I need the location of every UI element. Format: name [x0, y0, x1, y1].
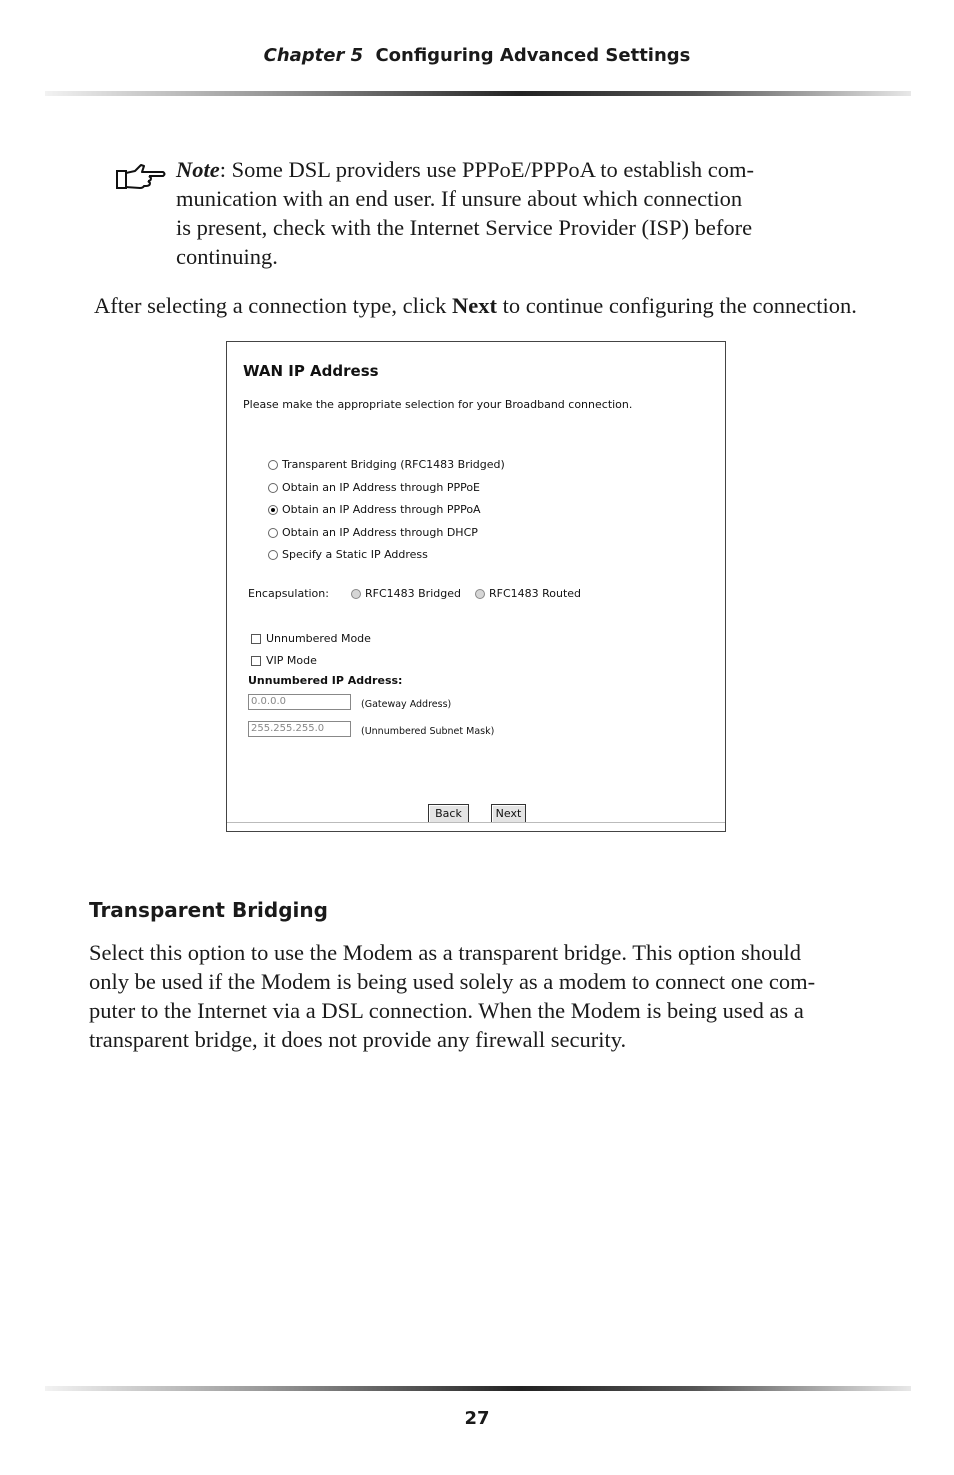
- gateway-hint: (Gateway Address): [361, 698, 452, 710]
- checkbox-icon[interactable]: [251, 634, 261, 644]
- option-dhcp[interactable]: [268, 526, 478, 539]
- radio-icon[interactable]: [268, 528, 278, 538]
- unnumbered-mode-checkbox[interactable]: [251, 632, 371, 645]
- option-label: Obtain an IP Address through PPPoE: [282, 481, 481, 494]
- back-button[interactable]: Back: [428, 804, 469, 823]
- option-pppoe[interactable]: [268, 481, 480, 494]
- gateway-address-input[interactable]: 0.0.0.0: [248, 694, 351, 710]
- intro-text: After selecting a connection type, click: [94, 293, 452, 318]
- note-label: Note: [176, 157, 220, 182]
- option-static-ip[interactable]: [268, 548, 428, 561]
- radio-icon[interactable]: [351, 589, 361, 599]
- section-paragraph: [89, 938, 815, 1054]
- option-label: Transparent Bridging (RFC1483 Bridged): [282, 458, 505, 471]
- radio-icon[interactable]: [268, 550, 278, 560]
- checkbox-icon[interactable]: [251, 656, 261, 666]
- radio-icon[interactable]: [475, 589, 485, 599]
- footer-rule: [45, 1386, 911, 1391]
- note-line: is present, check with the Internet Service Provider (ISP) before: [176, 215, 753, 240]
- frame-divider: [227, 822, 725, 823]
- subnet-hint: (Unnumbered Subnet Mask): [361, 725, 495, 737]
- wan-ip-screenshot: [226, 341, 726, 832]
- checkbox-label: VIP Mode: [266, 654, 317, 667]
- next-button[interactable]: Next: [491, 804, 526, 823]
- option-transparent-bridging[interactable]: [268, 458, 505, 471]
- encapsulation-option-label: RFC1483 Routed: [488, 587, 582, 600]
- encapsulation-bridged[interactable]: [351, 587, 461, 600]
- unnumbered-ip-label: Unnumbered IP Address:: [248, 674, 403, 687]
- pointing-hand-icon: [113, 161, 167, 191]
- subnet-mask-input[interactable]: 255.255.255.0: [248, 721, 351, 737]
- note-line: continuing.: [176, 244, 278, 269]
- chapter-label: Chapter 5: [263, 45, 364, 66]
- option-label: Specify a Static IP Address: [282, 548, 428, 561]
- encapsulation-option-label: RFC1483 Bridged: [364, 587, 461, 600]
- option-label: Obtain an IP Address through DHCP: [282, 526, 478, 539]
- section-line: transparent bridge, it does not provide any firewall security.: [89, 1027, 627, 1052]
- subnet-row: [248, 721, 494, 737]
- intro-paragraph: [94, 291, 857, 320]
- radio-icon[interactable]: [268, 460, 278, 470]
- wan-ip-description: Please make the appropriate selection for your Broadband connection.: [243, 398, 633, 411]
- intro-next-word: Next: [451, 293, 497, 318]
- option-label: Obtain an IP Address through PPPoA: [282, 503, 481, 516]
- header-rule: [45, 91, 911, 96]
- wan-ip-title: WAN IP Address: [243, 362, 379, 380]
- checkbox-label: Unnumbered Mode: [266, 632, 371, 645]
- section-heading: Transparent Bridging: [89, 898, 328, 922]
- radio-icon[interactable]: [268, 483, 278, 493]
- encapsulation-row: [248, 587, 581, 600]
- encapsulation-routed[interactable]: [475, 587, 581, 600]
- chapter-title: Configuring Advanced Settings: [375, 45, 691, 66]
- section-line: only be used if the Modem is being used solely as a modem to connect one com-: [89, 969, 816, 994]
- encapsulation-label: Encapsulation:: [248, 587, 329, 600]
- note-line: munication with an end user. If unsure about which connection: [176, 186, 743, 211]
- page-header: [0, 45, 954, 66]
- vip-mode-checkbox[interactable]: [251, 654, 317, 667]
- section-line: puter to the Internet via a DSL connection. When the Modem is being used as a: [89, 998, 804, 1023]
- note-block: [113, 155, 793, 271]
- radio-selected-icon[interactable]: [268, 505, 278, 515]
- option-pppoa[interactable]: [268, 503, 481, 516]
- intro-text: to continue configuring the connection.: [496, 293, 857, 318]
- note-line: : Some DSL providers use PPPoE/PPPoA to establish com-: [219, 157, 754, 182]
- section-line: Select this option to use the Modem as a transparent bridge. This option should: [89, 940, 801, 965]
- gateway-row: [248, 694, 451, 710]
- page-number: 27: [464, 1408, 490, 1429]
